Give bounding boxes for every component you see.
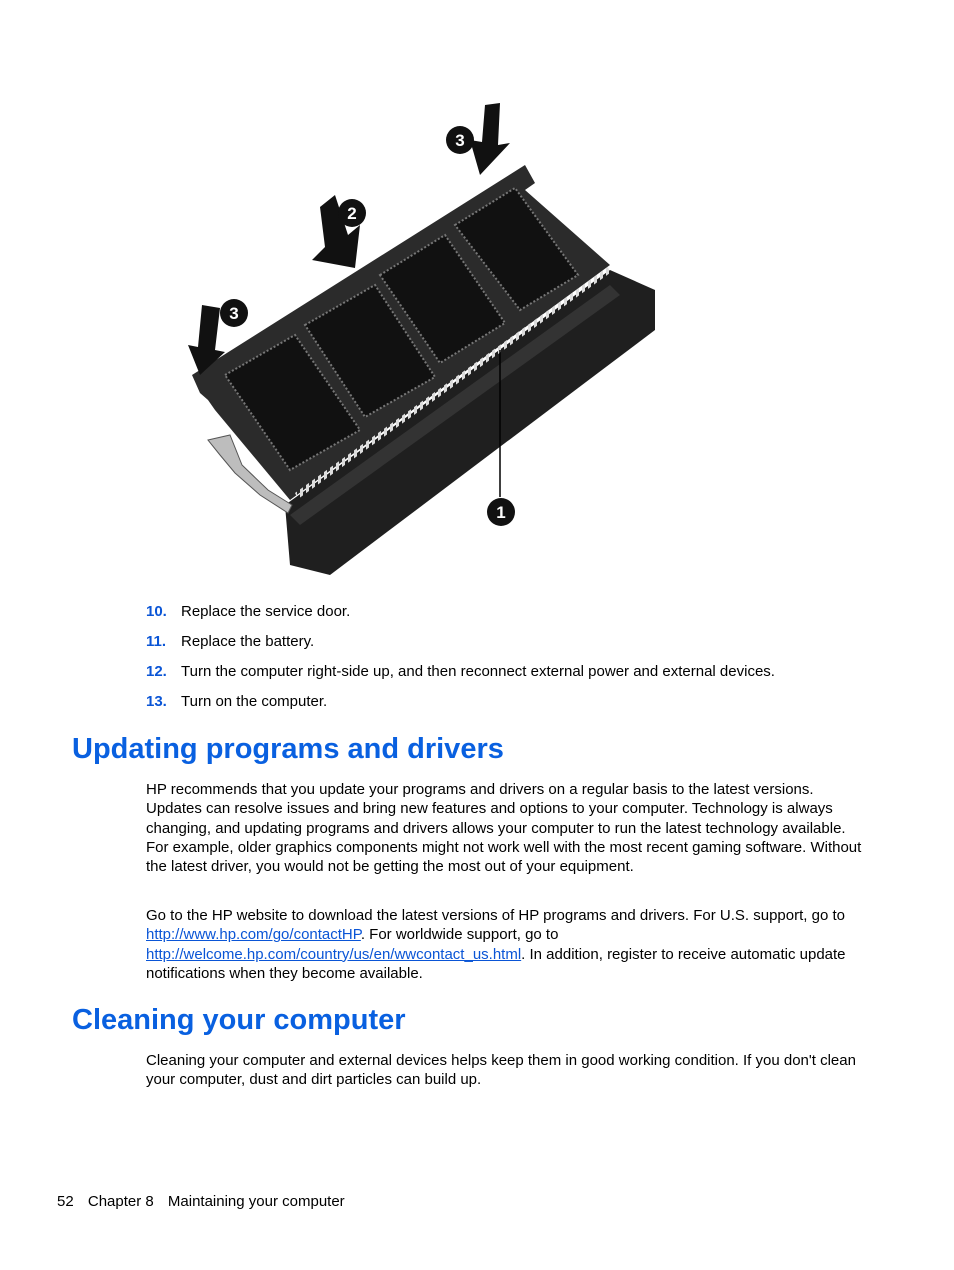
step-number: 12.	[146, 663, 167, 680]
section-heading-cleaning: Cleaning your computer	[72, 1004, 406, 1036]
svg-text:3: 3	[455, 131, 465, 150]
list-item	[146, 602, 886, 632]
svg-text:1: 1	[496, 503, 506, 522]
chapter-title: Maintaining your computer	[167, 1193, 345, 1210]
para-text: Go to the HP website to download the latest versions of HP programs and drivers. For U.S. support, go to	[146, 907, 845, 924]
worldwide-contact-link[interactable]: http://welcome.hp.com/country/us/en/wwcontact_us.html	[146, 945, 522, 963]
step-text: Replace the battery.	[181, 633, 315, 650]
page-footer	[57, 1192, 355, 1212]
svg-text:2: 2	[347, 204, 357, 223]
cleaning-paragraph: Cleaning your computer and external devices helps keep them in good working condition. If you don't clean your computer, dust and dirt particles can build up.	[146, 1052, 856, 1089]
memory-module-figure	[180, 95, 670, 585]
step-text: Turn on the computer.	[181, 693, 328, 710]
callout-badge-1	[487, 498, 515, 526]
list-item	[146, 662, 886, 692]
list-item	[146, 692, 886, 722]
updating-paragraph-2	[146, 906, 866, 983]
para-text: . For worldwide support, go to	[360, 926, 559, 944]
list-item	[146, 632, 886, 662]
section-heading-updating: Updating programs and drivers	[72, 733, 504, 765]
callout-badge-2	[338, 199, 366, 227]
updating-paragraph-1: HP recommends that you update your programs and drivers on a regular basis to the latest versions. Updates can resolve issues and bring new features and options to your computer. Technology is always changing, and updating programs and drivers allows your computer to run the latest technology available. For example, older graphics components might not work well with the most recent gaming software. Without the latest driver, you would not be getting the most out of your equipment.	[146, 781, 862, 876]
arrow-down-icon	[470, 103, 510, 175]
page-number: 52	[57, 1193, 74, 1210]
steps-list	[146, 602, 886, 722]
step-number: 13.	[146, 693, 167, 710]
step-number: 11.	[146, 633, 167, 650]
para-text: . In addition, register to receive automatic update notifications when they become available.	[146, 945, 846, 982]
step-text: Replace the service door.	[181, 603, 351, 620]
callout-badge-3-left	[220, 299, 248, 327]
contact-hp-link[interactable]: http://www.hp.com/go/contactHP	[146, 926, 361, 944]
svg-text:3: 3	[229, 304, 239, 323]
step-text: Turn the computer right-side up, and then reconnect external power and external devices.	[181, 663, 775, 680]
callout-badge-3-top	[446, 126, 474, 154]
step-number: 10.	[146, 603, 167, 620]
memory-module-illustration	[180, 95, 670, 585]
chapter-label: Chapter 8	[87, 1193, 154, 1210]
